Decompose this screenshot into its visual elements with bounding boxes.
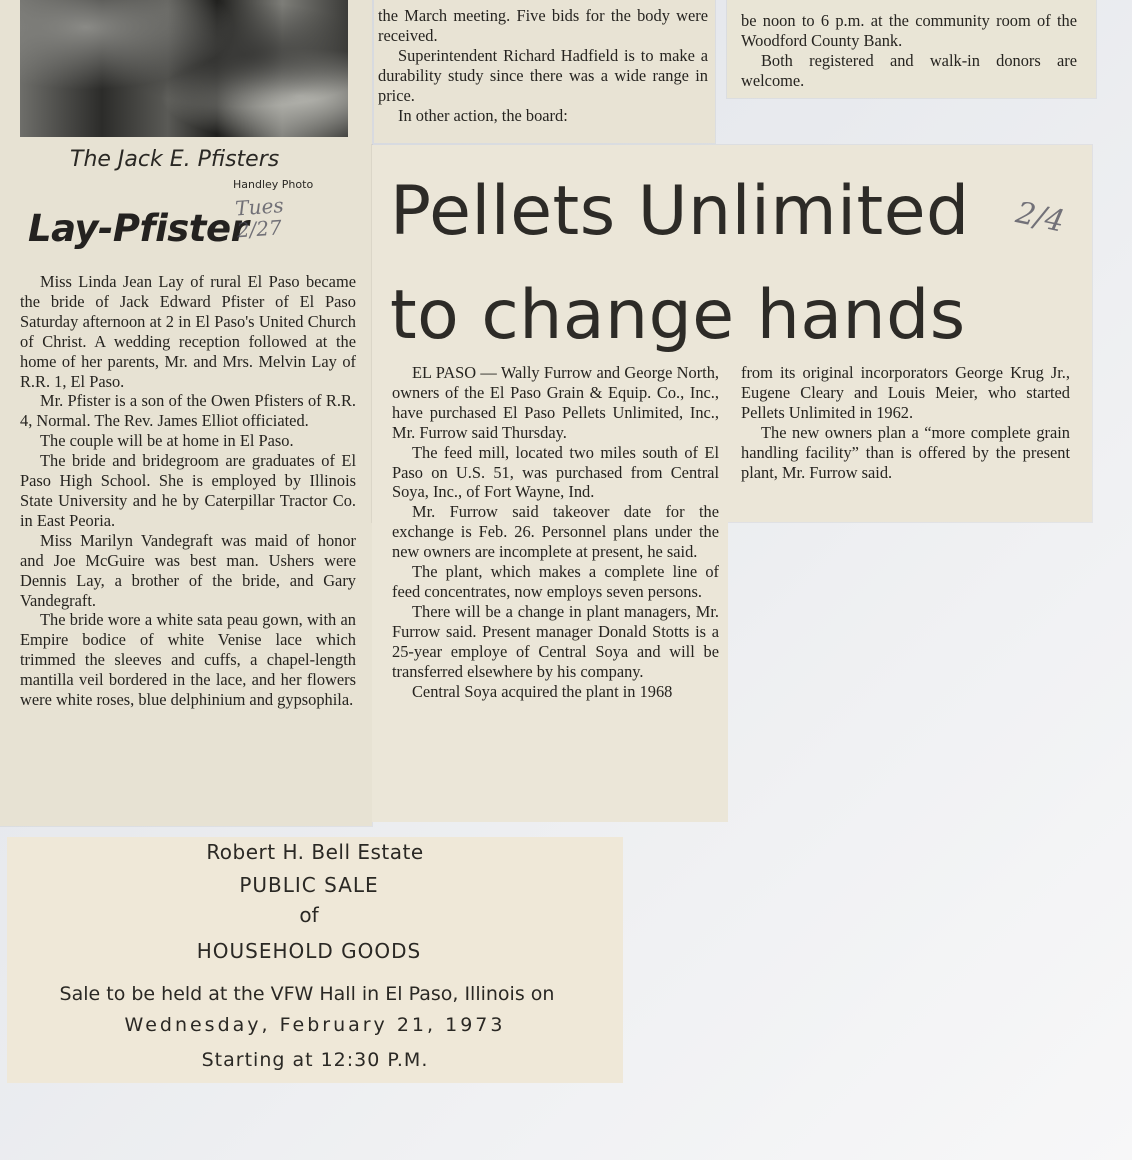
- sale-time: Starting at 12:30 P.M.: [201, 1049, 429, 1071]
- pellets-headline-line1: Pellets Unlimited: [390, 172, 970, 251]
- pellets-column-2: [741, 363, 1070, 482]
- sale-title: PUBLIC SALE: [239, 873, 379, 897]
- wedding-paragraph: Miss Marilyn Vandegraft was maid of honor and Joe McGuire was best man. Ushers were Dennis Lay, a brother of the bride, and Gary Vandegraft.: [20, 530, 356, 610]
- board-paragraph: Superintendent Richard Hadfield is to make a durability study since there was a wide range in price.: [378, 45, 708, 105]
- pellets-headline: [390, 160, 1090, 368]
- blood-drive-paragraph: Both registered and walk-in donors are welcome.: [741, 50, 1077, 90]
- pellets-paragraph: The feed mill, located two miles south of El Paso on U.S. 51, was purchased from Central Soya, Inc., of Fort Wayne, Ind.: [392, 442, 719, 502]
- blood-drive-clipping: [727, 0, 1096, 98]
- pellets-handwritten-date: 2/4: [1012, 195, 1068, 240]
- board-meeting-clipping: [374, 0, 715, 143]
- blood-drive-body: [741, 11, 1077, 91]
- wedding-body: [20, 272, 356, 710]
- wedding-headline: Lay-Pfister: [28, 207, 249, 250]
- wedding-paragraph: The couple will be at home in El Paso.: [40, 431, 294, 451]
- sale-of: of: [299, 903, 319, 927]
- pellets-paragraph: Mr. Furrow said takeover date for the exchange is Feb. 26. Personnel plans under the new owners are incomplete at present, he said.: [392, 502, 719, 562]
- sale-goods: HOUSEHOLD GOODS: [196, 939, 422, 963]
- wedding-paragraph: The bride wore a white sata peau gown, with an Empire bodice of white Venise lace which trimmed the sleeves and cuffs, a chapel-length mantilla veil bordered in the lace, and her flowers were white roses, blue delphinium and gypsophila.: [20, 610, 356, 710]
- photo-caption: The Jack E. Pfisters: [70, 147, 280, 172]
- pellets-paragraph: EL PASO — Wally Furrow and George North, owners of the El Paso Grain & Equip. Co., Inc., have purchased El Paso Pellets Unlimited, Inc., Mr. Furrow said Thursday.: [392, 363, 719, 442]
- pellets-paragraph: Central Soya acquired the plant in 1968: [412, 681, 673, 701]
- sale-estate-name: Robert H. Bell Estate: [206, 840, 424, 864]
- board-paragraph: In other action, the board:: [398, 105, 568, 125]
- board-meeting-body: [378, 6, 708, 125]
- couple-photo: [20, 0, 348, 137]
- wedding-paragraph: Miss Linda Jean Lay of rural El Paso became the bride of Jack Edward Pfister of El Paso Saturday afternoon at 2 in El Paso's United Church of Christ. A wedding reception followed at the home of her parents, Mr. and Mrs. Melvin Lay of R.R. 1, El Paso.: [20, 272, 356, 391]
- board-paragraph: the March meeting. Five bids for the body were received.: [378, 6, 708, 45]
- pellets-paragraph: There will be a change in plant managers, Mr. Furrow said. Present manager Donald Stotts is a 25-year employe of Central Soya and will be transferred elsewhere by his company.: [392, 601, 719, 681]
- wedding-clipping: [0, 0, 372, 826]
- pellets-paragraph: The new owners plan a “more complete grain handling facility” than is offered by the present plant, Mr. Furrow said.: [741, 422, 1070, 482]
- pellets-column-1: [392, 363, 719, 701]
- pellets-paragraph: The plant, which makes a complete line of feed concentrates, now employs seven persons.: [392, 562, 719, 601]
- blood-drive-paragraph: be noon to 6 p.m. at the community room of the Woodford County Bank.: [741, 11, 1077, 50]
- sale-date: Wednesday, February 21, 1973: [124, 1014, 506, 1036]
- pellets-paragraph: from its original incorporators George Krug Jr., Eugene Cleary and Louis Meier, who started Pellets Unlimited in 1962.: [741, 363, 1070, 422]
- wedding-handwritten-date: Tues 2/27: [234, 193, 285, 243]
- pellets-headline-line2: to change hands: [390, 276, 966, 355]
- wedding-paragraph: Mr. Pfister is a son of the Owen Pfisters of R.R. 4, Normal. The Rev. James Elliot officiated.: [20, 391, 356, 431]
- wedding-paragraph: The bride and bridegroom are graduates of El Paso High School. She is employed by Illinois State University and he by Caterpillar Tractor Co. in East Peoria.: [20, 451, 356, 530]
- public-sale-clipping: [7, 837, 623, 1083]
- photo-credit: Handley Photo: [233, 178, 314, 191]
- sale-location: Sale to be held at the VFW Hall in El Paso, Illinois on: [59, 983, 555, 1005]
